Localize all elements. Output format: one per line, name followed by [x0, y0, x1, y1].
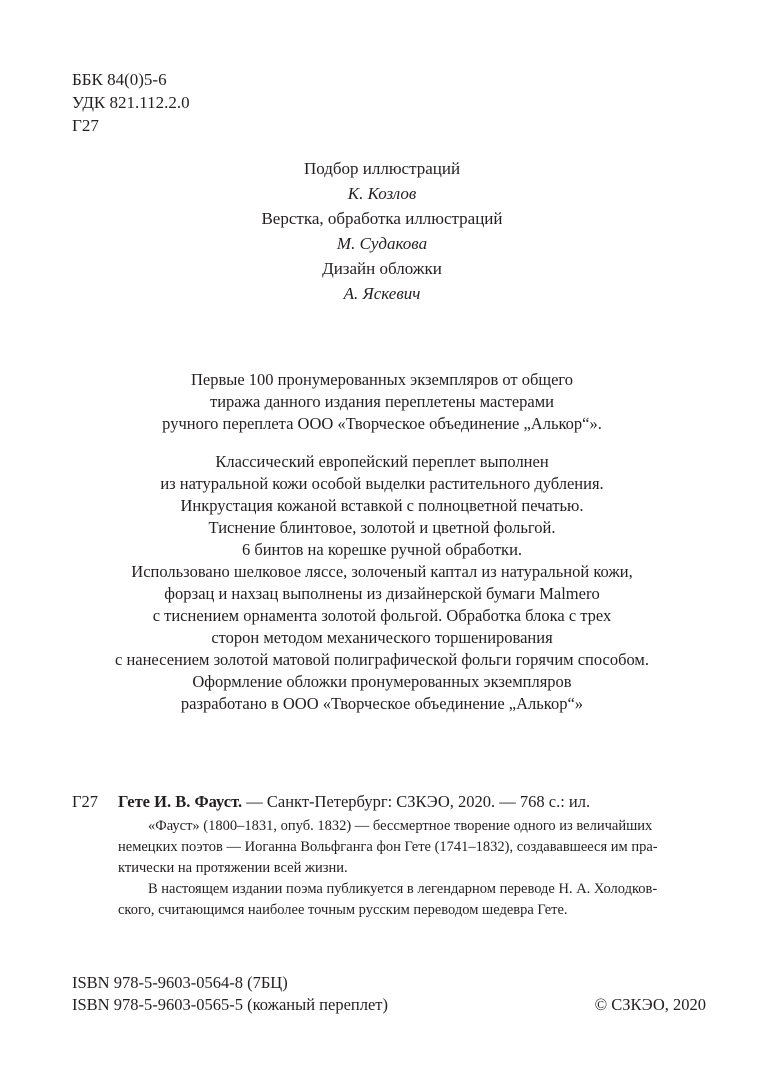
- bibliographic-entry: [72, 792, 702, 921]
- text-line: форзац и нахзац выполнены из дизайнерской бумаги Malmero: [164, 584, 600, 603]
- isbn-block: [72, 972, 388, 1016]
- text-line: сторон методом механического торшенирования: [211, 628, 553, 647]
- text-line: из натуральной кожи особой выделки растительного дубления.: [160, 474, 604, 493]
- annotation-line: В настоящем издании поэма публикуется в легендарном переводе Н. А. Холодков-: [148, 881, 658, 897]
- annotation: [72, 816, 702, 921]
- annotation-line: ктически на протяжении всей жизни.: [118, 860, 348, 876]
- bbk-code: ББК 84(0)5-6: [72, 70, 167, 89]
- credits-block: [0, 156, 764, 306]
- annotation-line: немецких поэтов — Иоганна Вольфганга фон Гете (1741–1832), создававшееся им пра-: [118, 839, 658, 855]
- annotation-line: ского, считающимся наиболее точным русским переводом шедевра Гете.: [118, 902, 568, 918]
- text-line: Первые 100 пронумерованных экземпляров от общего: [190, 370, 574, 389]
- entry-code: Г27: [72, 792, 99, 811]
- text-line: тиража данного издания переплетены мастерами: [209, 392, 554, 411]
- entry-heading: [118, 792, 590, 812]
- udk-code: УДК 821.112.2.0: [72, 93, 190, 112]
- annotation-line: «Фауст» (1800–1831, опуб. 1832) — бессмертное творение одного из величайших: [148, 818, 653, 834]
- author-title: Гете И. В. Фауст.: [118, 792, 243, 811]
- numbered-copies-note: [0, 369, 764, 435]
- copyright-notice: © СЗКЭО, 2020: [594, 995, 706, 1014]
- text-line: ручного переплета ООО «Творческое объединение „Алькор“».: [162, 414, 602, 433]
- text-line: 6 бинтов на корешке ручной обработки.: [241, 540, 523, 559]
- text-line: с нанесением золотой матовой полиграфической фольги горячим способом.: [115, 650, 649, 669]
- binding-description: [0, 451, 764, 715]
- text-line: разработано в ООО «Творческое объединение „Алькор“»: [180, 694, 584, 713]
- classification-codes: [72, 68, 190, 137]
- text-line: Использовано шелковое ляссе, золоченый каптал из натуральной кожи,: [131, 562, 633, 581]
- isbn-line: ISBN 978-5-9603-0564-8 (7БЦ): [72, 973, 288, 992]
- text-line: Оформление обложки пронумерованных экземпляров: [192, 672, 572, 691]
- credit-name: К. Козлов: [347, 184, 417, 203]
- author-mark: Г27: [72, 116, 99, 135]
- text-line: с тиснением орнамента золотой фольгой. Обработка блока с трех: [152, 606, 612, 625]
- credit-role: Подбор иллюстраций: [303, 159, 461, 178]
- credit-name: М. Судакова: [336, 234, 428, 253]
- credit-role: Дизайн обложки: [322, 259, 442, 278]
- imprint: — Санкт-Петербург: СЗКЭО, 2020. — 768 с.: ил.: [242, 792, 591, 811]
- credit-role: Верстка, обработка иллюстраций: [261, 209, 503, 228]
- text-line: Классический европейский переплет выполнен: [215, 452, 549, 471]
- credit-name: А. Яскевич: [343, 284, 421, 303]
- isbn-line: ISBN 978-5-9603-0565-5 (кожаный переплет): [72, 995, 388, 1014]
- text-line: Тиснение блинтовое, золотой и цветной фольгой.: [208, 518, 556, 537]
- text-line: Инкрустация кожаной вставкой с полноцветной печатью.: [180, 496, 584, 515]
